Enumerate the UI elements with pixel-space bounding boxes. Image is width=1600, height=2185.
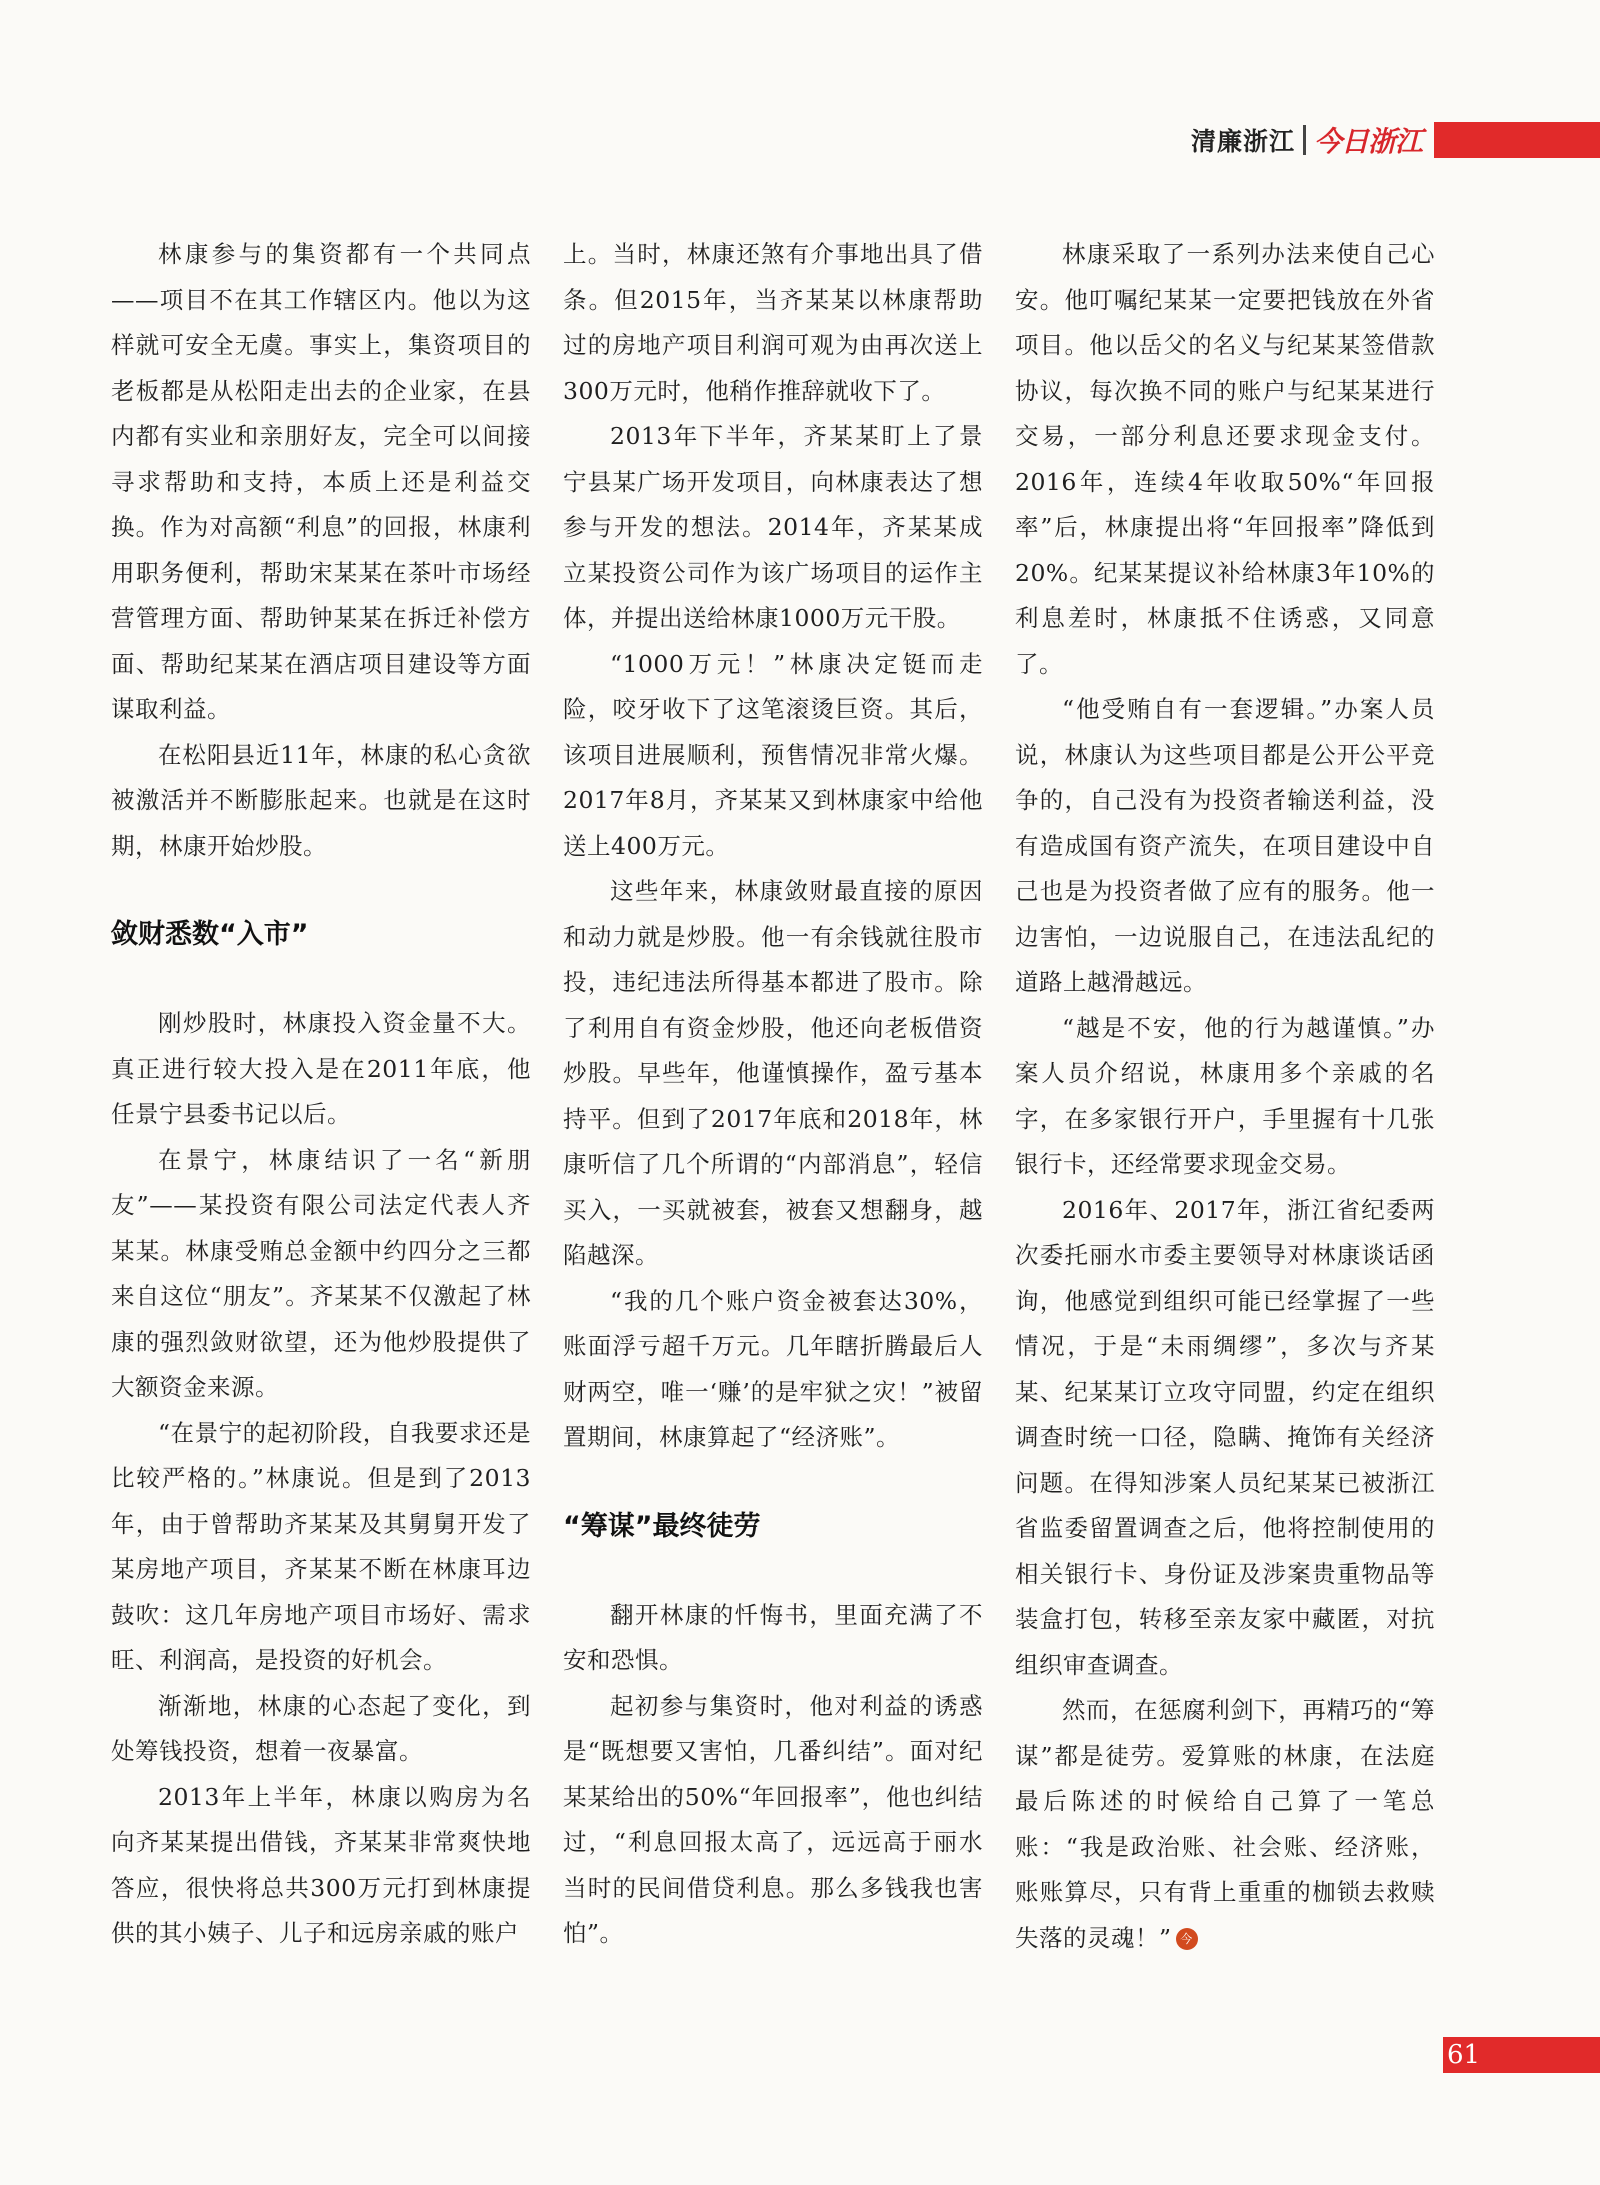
magazine-logo: 今日浙江 bbox=[1313, 125, 1422, 158]
page-header bbox=[1191, 122, 1600, 158]
paragraph: 2016年、2017年，浙江省纪委两次委托丽水市委主要领导对林康谈话函询，他感觉到组织可能已经掌握了一些情况，于是“未雨绸缪”，多次与齐某某、纪某某订立攻守同盟，约定在组织调查时统一口径，隐瞒、掩饰有关经济问题。在得知涉案人员纪某某已被浙江省监委留置调查之后，他将控制使用的相关银行卡、身份证及涉案贵重物品等装盒打包，转移至亲友家中藏匿，对抗组织审查调查。 bbox=[1015, 1195, 1435, 1679]
page-footer bbox=[1443, 2037, 1600, 2073]
paragraph-text: 然而，在惩腐利剑下，再精巧的“筹谋”都是徒劳。爱算账的林康，在法庭最后陈述的时候给自己算了一笔总账：“我是政治账、社会账、经济账，账账算尽，只有背上重重的枷锁去救赎失落的灵魂！” bbox=[1015, 1696, 1435, 1952]
paragraph: 刚炒股时，林康投入资金量不大。真正进行较大投入是在2011年底，他任景宁县委书记以后。 bbox=[111, 1009, 531, 1128]
paragraph: 2013年上半年，林康以购房为名向齐某某提出借钱，齐某某非常爽快地答应，很快将总共300万元打到林康提供的其小姨子、儿子和远房亲戚的账户 bbox=[111, 1782, 531, 1947]
paragraph: 2013年下半年，齐某某盯上了景宁县某广场开发项目，向林康表达了想参与开发的想法。2014年，齐某某成立某投资公司作为该广场项目的运作主体，并提出送给林康1000万元干股。 bbox=[563, 422, 983, 632]
header-divider bbox=[1303, 125, 1306, 155]
paragraph: 上。当时，林康还煞有介事地出具了借条。但2015年，当齐某某以林康帮助过的房地产项目利润可观为由再次送上300万元时，他稍作推辞就收下了。 bbox=[563, 240, 983, 405]
section-heading: 敛财悉数“入市” bbox=[111, 919, 309, 950]
paragraph: “1000万元！”林康决定铤而走险，咬牙收下了这笔滚烫巨资。其后，该项目进展顺利，预售情况非常火爆。2017年8月，齐某某又到林康家中给他送上400万元。 bbox=[563, 649, 983, 860]
paragraph: 在景宁，林康结识了一名“新朋友”——某投资有限公司法定代表人齐某某。林康受贿总金额中约四分之三都来自这位“朋友”。齐某某不仅激起了林康的强烈敛财欲望，还为他炒股提供了大额资金来源。 bbox=[111, 1145, 531, 1401]
section-name: 清廉浙江 bbox=[1190, 127, 1295, 156]
paragraph bbox=[1015, 1688, 1435, 1961]
paragraph: “我的几个账户资金被套达30%，账面浮亏超千万元。几年瞎折腾最后人财两空，唯一‘赚’的是牢狱之灾！”被留置期间，林康算起了“经济账”。 bbox=[563, 1286, 983, 1451]
header-color-bar bbox=[1434, 122, 1600, 158]
paragraph: 在松阳县近11年，林康的私心贪欲被激活并不断膨胀起来。也就是在这时期，林康开始炒股。 bbox=[111, 740, 531, 860]
section-heading: “筹谋”最终徒劳 bbox=[563, 1510, 761, 1542]
column-3 bbox=[1015, 232, 1435, 1982]
end-mark-logo: 今 bbox=[1176, 1928, 1198, 1950]
paragraph: 翻开林康的忏悔书，里面充满了不安和恐惧。 bbox=[563, 1600, 983, 1674]
column-1 bbox=[111, 232, 531, 1982]
paragraph: 这些年来，林康敛财最直接的原因和动力就是炒股。他一有余钱就往股市投，违纪违法所得基本都进了股市。除了利用自有资金炒股，他还向老板借资炒股。早些年，他谨慎操作，盈亏基本持平。但到了2017年底和2018年，林康听信了几个所谓的“内部消息”，轻信买入，一买就被套，被套又想翻身，越陷越深。 bbox=[563, 877, 983, 1269]
column-2 bbox=[563, 232, 983, 1982]
paragraph: “越是不安，他的行为越谨慎。”办案人员介绍说，林康用多个亲戚的名字，在多家银行开户，手里握有十几张银行卡，还经常要求现金交易。 bbox=[1015, 1013, 1435, 1178]
paragraph: “在景宁的起初阶段，自我要求还是比较严格的。”林康说。但是到了2013年，由于曾帮助齐某某及其舅舅开发了某房地产项目，齐某某不断在林康耳边鼓吹：这几年房地产项目市场好、需求旺、利润高，是投资的好机会。 bbox=[111, 1418, 531, 1674]
paragraph: 起初参与集资时，他对利益的诱惑是“既想要又害怕，几番纠结”。面对纪某某给出的50%“年回报率”，他也纠结过，“利息回报太高了，远远高于丽水当时的民间借贷利息。那么多钱我也害怕”。 bbox=[563, 1691, 983, 1947]
page-number: 61 bbox=[1447, 2040, 1481, 2070]
paragraph: 林康采取了一系列办法来使自己心安。他叮嘱纪某某一定要把钱放在外省项目。他以岳父的名义与纪某某签借款协议，每次换不同的账户与纪某某进行交易，一部分利息还要求现金支付。2016年，连续4年收取50%“年回报率”后，林康提出将“年回报率”降低到20%。纪某某提议补给林康3年10%的利息差时，林康抵不住诱惑，又同意了。 bbox=[1015, 240, 1435, 678]
paragraph: 渐渐地，林康的心态起了变化，到处筹钱投资，想着一夜暴富。 bbox=[111, 1691, 531, 1765]
paragraph: 林康参与的集资都有一个共同点——项目不在其工作辖区内。他以为这样就可安全无虞。事实上，集资项目的老板都是从松阳走出去的企业家，在县内都有实业和亲朋好友，完全可以间接寻求帮助和支持，本质上还是利益交换。作为对高额“利息”的回报，林康利用职务便利，帮助宋某某在茶叶市场经营管理方面、帮助钟某某在拆迁补偿方面、帮助纪某某在酒店项目建设等方面谋取利益。 bbox=[111, 240, 531, 723]
paragraph: “他受贿自有一套逻辑。”办案人员说，林康认为这些项目都是公开公平竞争的，自己没有为投资者输送利益，没有造成国有资产流失，在项目建设中自己也是为投资者做了应有的服务。他一边害怕，一边说服自己，在违法乱纪的道路上越滑越远。 bbox=[1015, 695, 1435, 996]
article-body bbox=[111, 232, 1436, 1982]
